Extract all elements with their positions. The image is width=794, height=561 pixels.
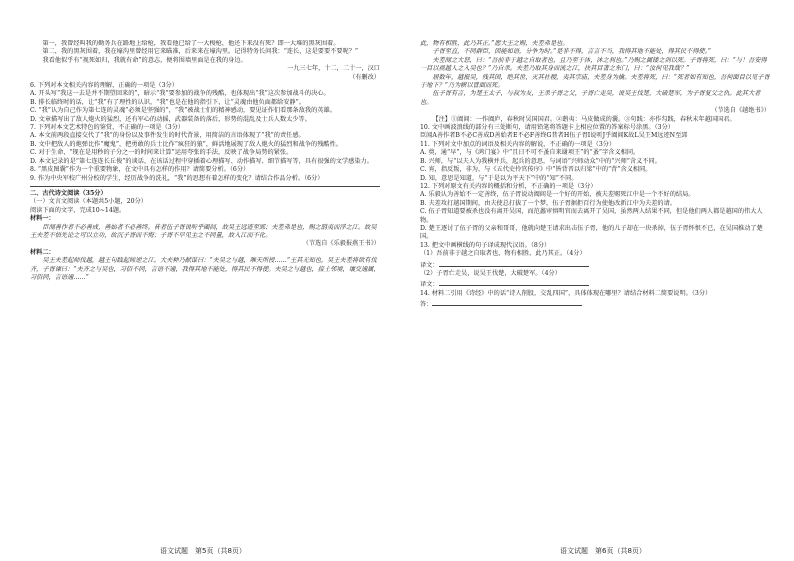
q7-c: C. 对于生命，“现在是用秒的子分之一的时间来计算”运用夸张的手法，反映了战争局势的紧张。 — [30, 149, 293, 157]
r-source: （节选自《越绝书》） — [711, 107, 770, 115]
q13-2: （2）子胥亡走吴，说吴王伐楚，大破楚军。（4分） — [420, 269, 561, 277]
source-line: （有删改） — [349, 73, 380, 81]
q10: 10. 文中画波浪线的部分有三处断句，请用铅笔将答题卡上相应位置的答案标号涂黑。（3分） — [420, 124, 674, 132]
translation-label-1 — [420, 259, 770, 270]
read-instruction: 阅读下面的文字，完成10~14题。 — [30, 206, 126, 214]
divider — [30, 186, 380, 187]
q12-a: A. 乐毅认为善始不一定善终，伍子胥说动阖闾是一个好的开始，被夫差赐死江中是一个不好的结局。 — [420, 191, 695, 199]
q9: 9. 作为中央军校广州分校的学生，经历战争的洗礼，“我”的思想有着怎样的变化？请结合作品分析。（6分） — [30, 174, 324, 182]
para-1: 第一，我曾经叫我的勤务兵在路地上给枪，我看他已给了一大梭枪，他还下来没有死？即一大堆的黑灰围着。 — [42, 40, 340, 47]
q6-c: C. “我”认为自己作为第七连的灵魂“必须是坚强的”，“我”被战士们的精神感动，要见证作们看那条敌我的英雄。 — [30, 107, 336, 115]
q11-a: A. 奠，通“早”，与《鸿门宴》中“且日不可不蚤自来谢项王”的“蚤”字含义相同。 — [420, 149, 640, 157]
q11-c: C. 宵，指反叛，非为，与《五代史伶官传序》中“皆背晋以归梁”中的“背”含义相同。 — [420, 166, 652, 174]
q7-b: B. 文中把敌人的炮弹比作“魔鬼”，把勇敢的兵士比作“疯狂的狼”，鲜活地展现了敌人炮火的猛烈和战争的残酷性。 — [30, 140, 342, 148]
q7-d: D. 本文记录的是“第七连连长丘俊”的谈话，在该话过程中穿插着心理描写、动作描写、细节描写等，具有很强的文学感染力。 — [30, 157, 373, 165]
answer-line[interactable] — [432, 298, 582, 306]
annotation-note: 【注】①阖闾：一作阖庐，春秋时吴国国君。②鸱夷：马皮做成的囊。③句践：亦作勾践，春秋末年越国国君。 — [432, 115, 736, 123]
material-1-label: 材料一： — [30, 215, 55, 223]
translation-label: 译文： — [420, 261, 439, 269]
left-column — [30, 40, 380, 540]
answer-line[interactable] — [439, 278, 589, 286]
section-2a: （一）文言文阅读（本题共5小题，20分） — [30, 198, 147, 206]
q12-d: D. 楚王逐讨了伍子胥的父亲和哥哥，他就向楚王请求出击伍子胥，他的儿子却在一块杀掉，伍子胥怀恨不已，在吴国推动了楚国。 — [420, 224, 763, 241]
q8: 8. “黑皮图囊”作为一个重要物象，在文中具有怎样的作用？请简要分析。（6分） — [30, 166, 250, 174]
material-2-label: 材料二： — [30, 248, 55, 256]
q13: 13. 把文中画横线的句子译成现代汉语。（8分） — [420, 241, 551, 249]
r-para-2: 子胥至直，不同群臣，因能如语，分争为时。”是非不得，言言不当，我得其地不能处，得其民不得使。” — [432, 48, 711, 56]
q13-1: （1）吾前非于越之自取者也，物有相胜，此乃其正。（4分） — [420, 250, 586, 258]
q12-b: B. 夫差攻打越国期间，由夫使总打拔了一个梦，伍子胥据拒百行为使他改新江中为夫差的请。 — [420, 199, 676, 207]
r-para-1: 此，物有相胜，此乃其正。”愿大王之赐，夫差弗是也。 — [420, 40, 569, 47]
q6-a: A. 开头写“我这一去是并不期望回来的”，暗示“我”要参加的战争的残酷，也体现出“我”这次参加战斗的决心。 — [30, 90, 330, 98]
q11-b: B. 兴师，与“以夫人为我横并兵，起兵的意思，与词语“兴师动众”中的“兴师”含义不同。 — [420, 157, 661, 165]
r-para-4: 居数年，越报吴，残其国，绝其世，灭其社稷，夷其宗庙，夫差身为擒。夫差将死，曰：“死者如有知也，吾何面目以见子胥于地下？”乃为幎以冒面而死。 — [420, 73, 770, 90]
translation-label-2 — [420, 278, 770, 289]
material-1-text: 臣闻善作者不必善成，善始者不必善终。昔者伍子胥说听乎阖闾，故吴王远迹至郢；夫差弗是也，赐之鸱夷而浮之江。故吴王夫差不悟先论之可以立功，故沉子胥而不悔；子胥不早见主之不同量，故入江而不化。 — [30, 223, 377, 239]
q6-d: D. 文章描写出了敌人炮火的猛烈，还有军心的动摇，武器装备的落后，形势的混乱及士兵人数太少等。 — [30, 115, 311, 123]
q10-sentence: 臣闻A善作者B不必C善成D善始者E不必F善终G昔者H伍子胥I说听J乎阖闾K故L吴王M远迹N至郢 — [420, 132, 688, 140]
answer-prefix: 答： — [420, 301, 433, 309]
r-para-3: 夫差闻之大怒，曰：“吾前非于越之自取者也，且乃至于沐，沐之利也。”乃赐之属镂之剑以死。子胥将死，曰：“与！吾安得一目以视越人之入吴也？”乃自杀。夫差乃取其身而流之江，抉其目著之东门，曰：“汝何见我哉？” — [420, 56, 767, 73]
translation-label: 译文： — [420, 281, 439, 289]
q12-c: C. 伍子胥知道要被杀也没有离开吴国，而范蠡审慎明官而去离开了吴国，虽然两人结果不同，但是他们两人都是越国的伟大人物。 — [420, 208, 763, 224]
q7: 7. 下列对本文艺术特色的鉴赏，不正确的一项是（3分） — [30, 124, 185, 132]
material-1-source: （节选自《乐毅报燕王书》） — [302, 240, 380, 248]
date-line: 一九三七年，十二，二十一，汉口 — [287, 65, 380, 73]
answer-line[interactable] — [439, 259, 589, 267]
para-2: 第二，我的黑灰围着，我在壕沟里曾经用它来瞄准，后来来在壕沟里。记得特务长问我：“连长，这是要要不要呢？” — [42, 48, 359, 56]
q6-b: B. 排长临终时的话，让“我”有了理性的认识，“我”也是在他的指引下，让“灵魂由他负面都给安静”。 — [30, 98, 305, 106]
q6: 6. 下列对本文相关内容的理解，正确的一项是（3分） — [30, 82, 178, 90]
footer-right: 语文试题 第6页（共8页） — [560, 546, 646, 555]
right-column — [420, 40, 770, 540]
footer-left: 语文试题 第5页（共8页） — [160, 546, 246, 555]
answer-label — [420, 298, 770, 309]
q7-a: A. 本文前两段直接交代了“我”的身份以及事件发生的时代背景，用简洁的言语体现了“我”的责任感。 — [30, 132, 305, 140]
section-2-title: 二、古代诗文阅读（35分） — [30, 189, 107, 197]
q14: 14. 材料二引用《诗经》中的话“诗人削股，交乱四国”，具体体现在哪里？请结合材料二简要说明。（3分） — [420, 289, 712, 297]
q11-d: D. 知，意思是知道，与“于是以为平天下”中的“知”不同。 — [420, 174, 578, 182]
r-para-5: 伍子胥有言，为楚王太子，与叔为友，王杀子胥之父，子胥亡走吴，说吴王伐楚，大破楚军，为子胥复父之仇。此其大者也。 — [420, 90, 761, 106]
q12: 12. 下列对原文有关内容的概括和分析，不正确的一项是（3分） — [420, 182, 597, 190]
para-3: 我看他似乎有“视死如归，我就有命”的意志，便将围墙里面是在我的身边。 — [42, 56, 247, 64]
q11: 11. 下列对文中加点的词语及相关内容的解说，不正确的一项是（3分） — [420, 140, 616, 148]
material-2-text: 吴王夫差起师伐越，越王句践起师逆之江。大夫种乃献谋曰：“夫吴之与越，唯天所授……”王其无知也，吴王夫差将欲有伐齐，子胥谏曰：“夫齐之与吴也，习俗不同，言语不通，我得其地不能处，得其民不得使。夫吴之与越也，接土邻境，壤交通属，习俗同，言语通……” — [30, 257, 380, 281]
